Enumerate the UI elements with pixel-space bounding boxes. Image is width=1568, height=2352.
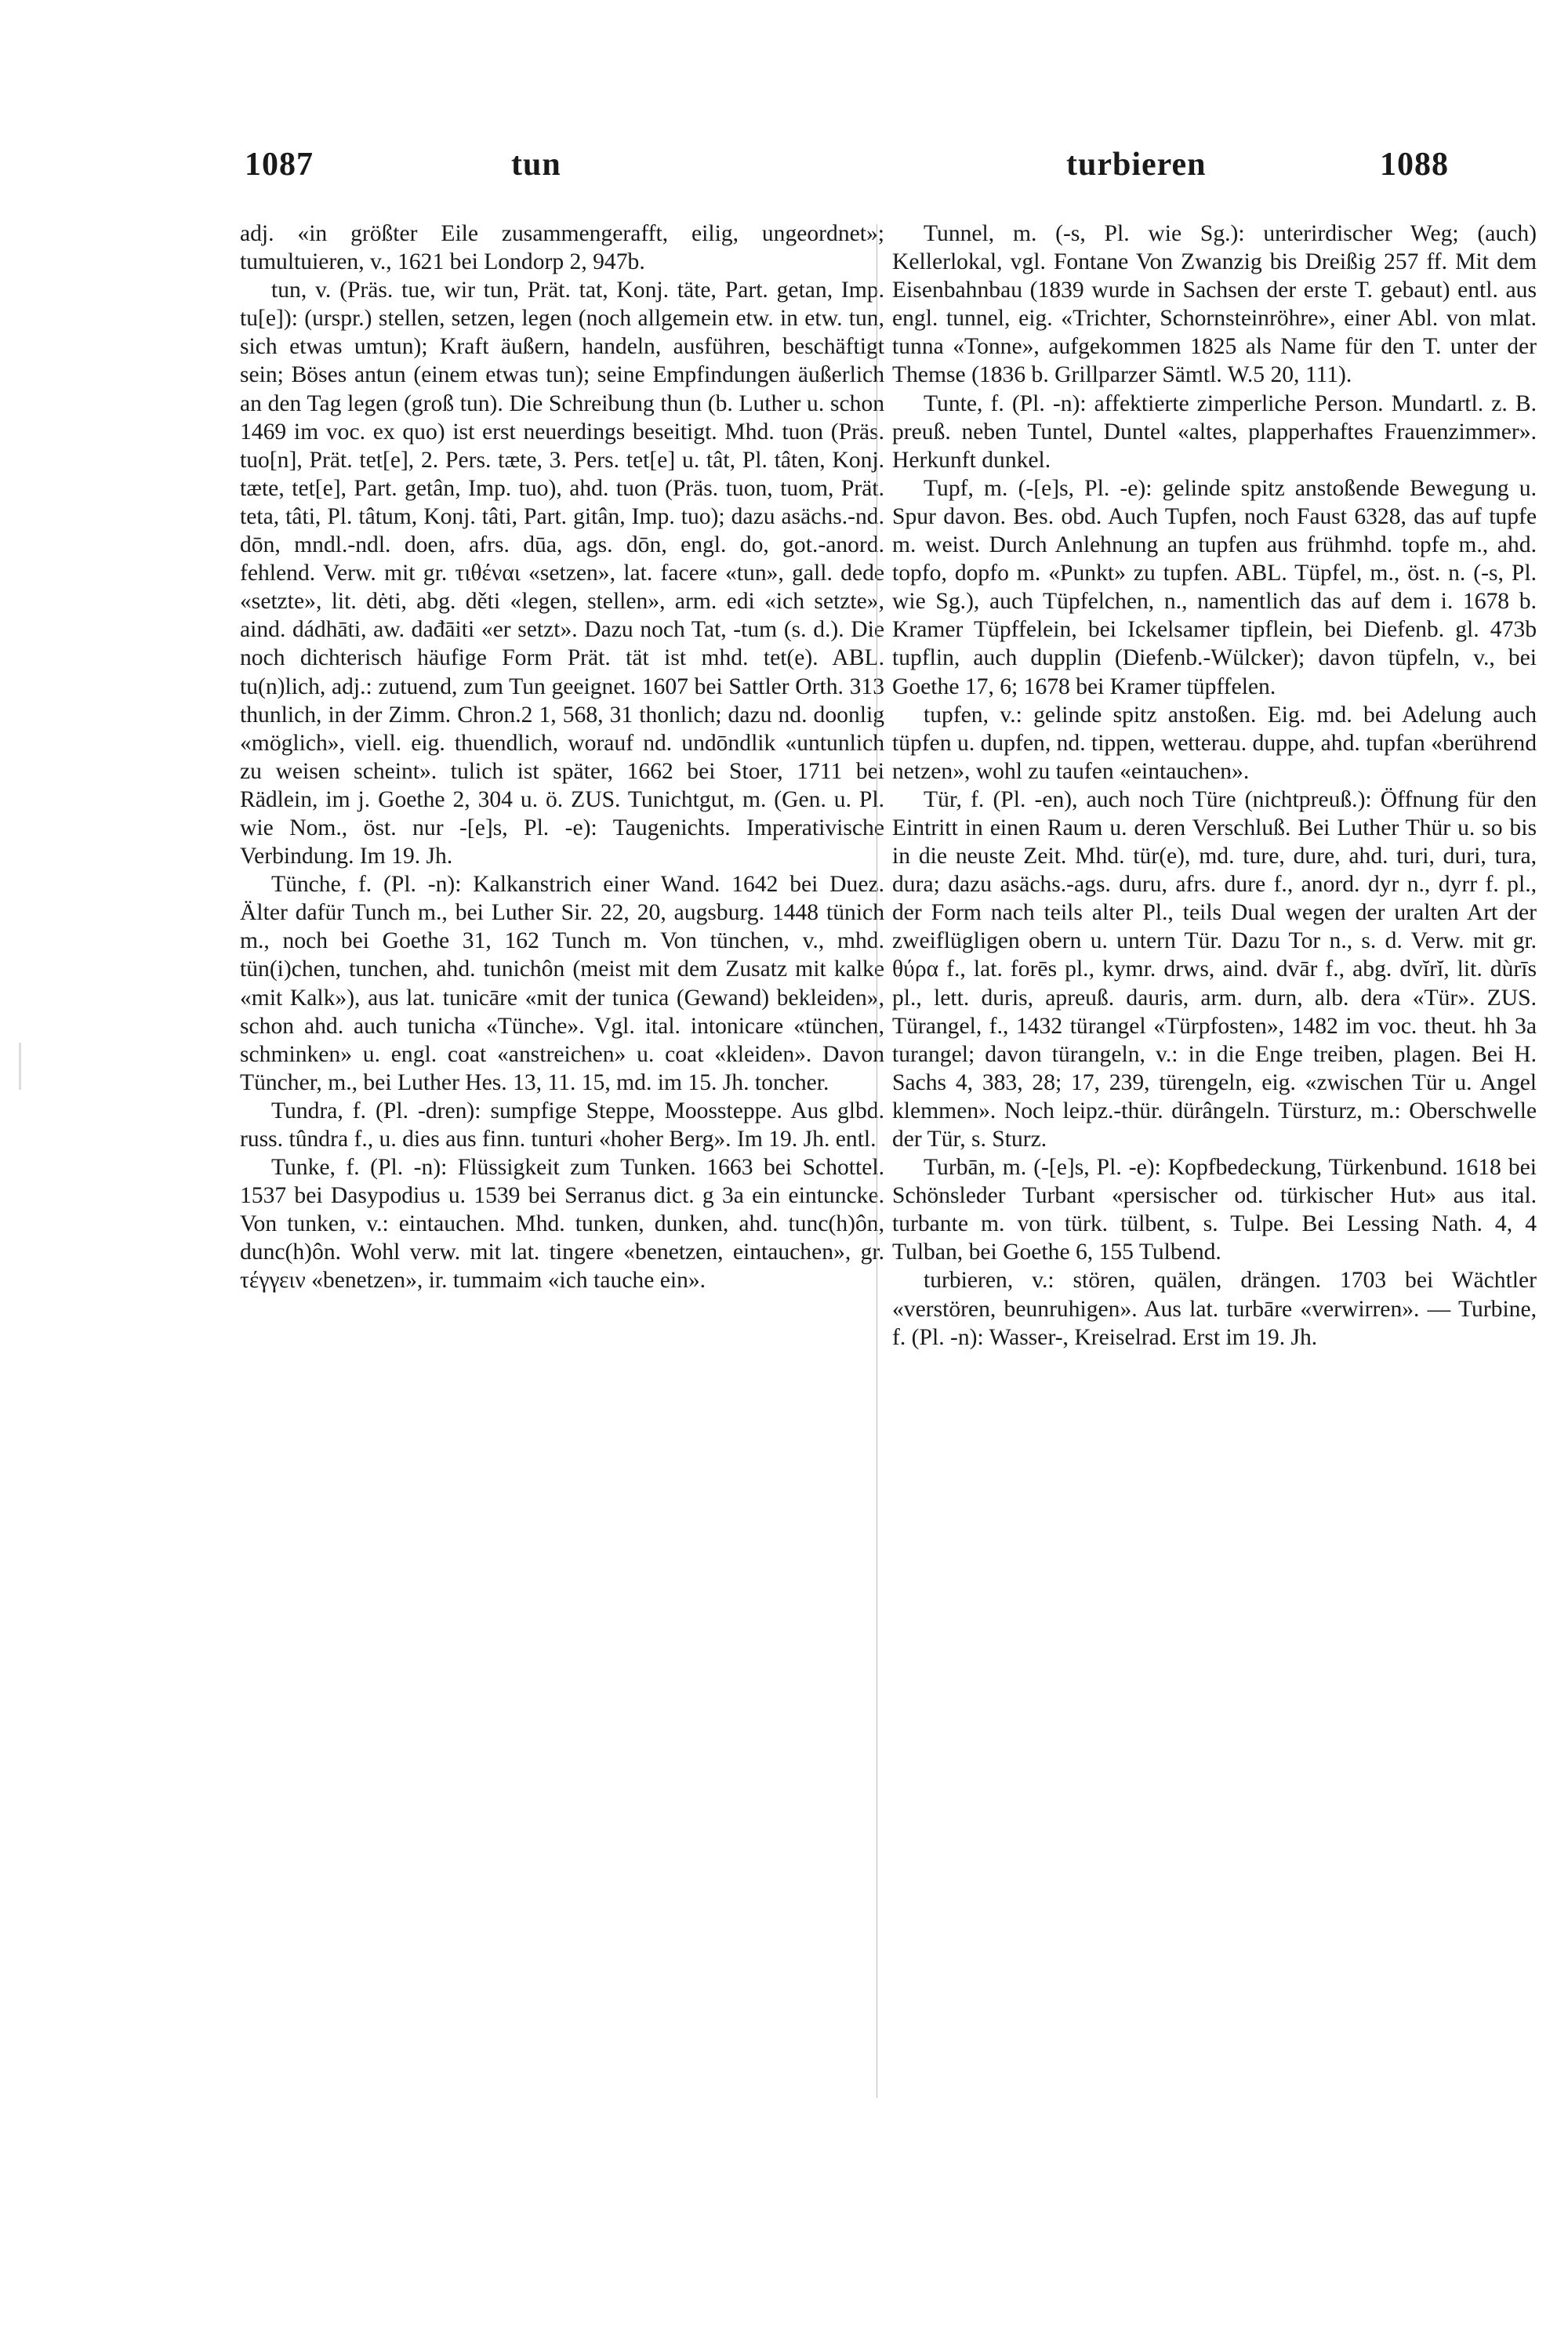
dictionary-entry: Tunte, f. (Pl. -n): affektierte zimperliche Person. Mundartl. z. B. preuß. neben Tuntel, Duntel «altes, plapperhaftes Frauenzimmer». Herkunft dunkel. <box>892 390 1537 473</box>
dictionary-entry: Tür, f. (Pl. -en), auch noch Türe (nichtpreuß.): Öffnung für den Eintritt in einen Raum u. deren Verschluß. Bei Luther Thür u. so bis in die neuste Zeit. Mhd. tür(e), md. ture, dure, ahd. turi, duri, tura, dura; dazu asächs.-ags. duru, afrs. dure f., anord. dyr n., dyrr f. pl., der Form nach teils alter Pl., teils Dual wegen der uralten Art der zweiflügligen obern u. untern Tür. Dazu Tor n., s. d. Verw. mit gr. θύρα f., lat. forēs pl., kymr. drws, aind. dvār f., abg. dvĭrĭ, lit. dùrīs pl., lett. duris, apreuß. dauris, arm. durn, alb. dera «Tür». ZUS. Türangel, f., 1432 türangel «Türpfosten», 1482 im voc. theut. hh 3a turangel; davon türangeln, v.: in die Enge treiben, plagen. Bei H. Sachs 4, 383, 28; 17, 239, türengeln, eig. «zwischen Tür u. Angel klemmen». Noch leipz.-thür. dürângeln. Türsturz, m.: Oberschwelle der Tür, s. Sturz. <box>892 786 1537 1152</box>
dictionary-entry: Turbān, m. (-[e]s, Pl. -e): Kopfbedeckung, Türkenbund. 1618 bei Schönsleder Turbant «persischer od. türkischer Hut» aus ital. turbante m. von türk. tülbent, s. Tulpe. Bei Lessing Nath. 4, 4 Tulban, bei Goethe 6, 155 Tulbend. <box>892 1155 1537 1265</box>
dictionary-entry: tupfen, v.: gelinde spitz anstoßen. Eig. md. bei Adelung auch tüpfen u. dupfen, nd. tippen, wetterau. duppe, ahd. tupfan «berührend netzen», wohl zu taufen «eintauchen». <box>892 702 1537 784</box>
dictionary-entry: tun, v. (Präs. tue, wir tun, Prät. tat, Konj. täte, Part. getan, Imp. tu[e]): (urspr.) stellen, setzen, legen (noch allgemein etw. in etw. tun, sich etwas umtun); Kraft äußern, handeln, ausführen, beschäftigt sein; Böses antun (einem etwas tun); seine Empfindungen äußerlich an den Tag legen (groß tun). Die Schreibung thun (b. Luther u. schon 1469 im voc. ex quo) ist erst neuerdings beseitigt. Mhd. tuon (Präs. tuo[n], Prät. tet[e], 2. Pers. tæte, 3. Pers. tet[e] u. tât, Pl. tâten, Konj. tæte, tet[e], Part. getân, Imp. tuo), ahd. tuon (Präs. tuon, tuom, Prät. teta, tâti, Pl. tâtum, Konj. tâti, Part. gitân, Imp. tuo); dazu asächs.-nd. dōn, mndl.-ndl. doen, afrs. dūa, ags. dōn, engl. do, got.-anord. fehlend. Verw. mit gr. τιθέναι «setzen», lat. facere «tun», gall. dede «setzte», lit. dėti, abg. děti «legen, stellen», arm. edi «ich setzte», aind. dádhāti, aw. dađāiti «er setzt». Dazu noch Tat, -tum (s. d.). Die noch dichterisch häufige Form Prät. tät ist mhd. tet(e). ABL. tu(n)lich, adj.: zutuend, zum Tun geeignet. 1607 bei Sattler Orth. 313 thunlich, in der Zimm. Chron.2 1, 568, 31 thonlich; dazu nd. doonlig «möglich», viell. eig. thuendlich, worauf nd. undōndlik «untunlich zu weisen scheint». tulich ist später, 1662 bei Stoer, 1711 bei Rädlein, im j. Goethe 2, 304 u. ö. ZUS. Tunichtgut, m. (Gen. u. Pl. wie Nom., öst. nur -[e]s, Pl. -e): Taugenichts. Imperativische Verbindung. Im 19. Jh. <box>240 278 884 869</box>
dictionary-entry: turbieren, v.: stören, quälen, drängen. 1703 bei Wächtler «verstören, beunruhigen». Aus lat. turbāre «verwirren». — Turbine, f. (Pl. -n): Wasser-, Kreiselrad. Erst im 19. Jh. <box>892 1268 1537 1350</box>
dictionary-entry: adj. «in größter Eile zusammengerafft, eilig, ungeordnet»; tumultuieren, v., 1621 bei Londorp 2, 947b. <box>240 221 884 275</box>
right-page-number: 1088 <box>1380 147 1449 183</box>
dictionary-entry: Tundra, f. (Pl. -dren): sumpfige Steppe, Moossteppe. Aus glbd. russ. tûndra f., u. dies aus finn. tunturi «hoher Berg». Im 19. Jh. entl. <box>240 1098 884 1152</box>
left-column <box>240 220 884 1295</box>
dictionary-entry: Tunnel, m. (-s, Pl. wie Sg.): unterirdischer Weg; (auch) Kellerlokal, vgl. Fontane Von Zwanzig bis Dreißig 257 ff. Mit dem Eisenbahnbau (1839 wurde in Sachsen der erste T. gebaut) entl. aus engl. tunnel, eig. «Trichter, Schornsteinröhre», einer Abl. von mlat. tunna «Tonne», aufgekommen 1825 als Name für den T. unter der Themse (1836 b. Grillparzer Sämtl. W.5 20, 111). <box>892 221 1537 388</box>
left-page-number: 1087 <box>245 147 314 183</box>
right-column <box>892 220 1537 1352</box>
scan-margin-mark <box>19 1043 21 1090</box>
dictionary-entry: Tünche, f. (Pl. -n): Kalkanstrich einer Wand. 1642 bei Duez. Älter dafür Tunch m., bei Luther Sir. 22, 20, augsburg. 1448 tünich m., noch bei Goethe 31, 162 Tunch m. Von tünchen, v., mhd. tün(i)chen, tunchen, ahd. tunichôn (meist mit dem Zusatz mit kalke «mit Kalk»), aus lat. tunicāre «mit der tunica (Gewand) bekleiden», schon ahd. auch tunicha «Tünche». Vgl. ital. intonicare «tünchen, schminken» u. engl. coat «anstreichen» u. coat «kleiden». Davon Tüncher, m., bei Luther Hes. 13, 11. 15, md. im 15. Jh. toncher. <box>240 872 884 1095</box>
right-running-headword: turbieren <box>1066 147 1207 183</box>
dictionary-entry: Tupf, m. (-[e]s, Pl. -e): gelinde spitz anstoßende Bewegung u. Spur davon. Bes. obd. Auch Tupfen, noch Faust 6328, das auf tupfe m. weist. Durch Anlehnung an tupfen aus frühmhd. topfe m., ahd. topfo, dopfo m. «Punkt» zu tupfen. ABL. Tüpfel, m., öst. n. (-s, Pl. wie Sg.), auch Tüpfelchen, n., namentlich das auf dem i. 1678 b. Kramer Tüpffelein, bei Ickelsamer tipflein, bei Diefenb. gl. 473b tupflin, auch dupplin (Diefenb.-Wülcker); davon tüpfeln, v., bei Goethe 17, 6; 1678 bei Kramer tüpffelen. <box>892 475 1537 699</box>
dictionary-entry: Tunke, f. (Pl. -n): Flüssigkeit zum Tunken. 1663 bei Schottel. 1537 bei Dasypodius u. 1539 bei Serranus dict. g 3a ein eintuncke. Von tunken, v.: eintauchen. Mhd. tunken, dunken, ahd. tunc(h)ôn, dunc(h)ôn. Wohl verw. mit lat. tingere «benetzen, eintauchen», gr. τέγγειν «benetzen», ir. tummaim «ich tauche ein». <box>240 1155 884 1294</box>
left-running-headword: tun <box>511 147 561 183</box>
